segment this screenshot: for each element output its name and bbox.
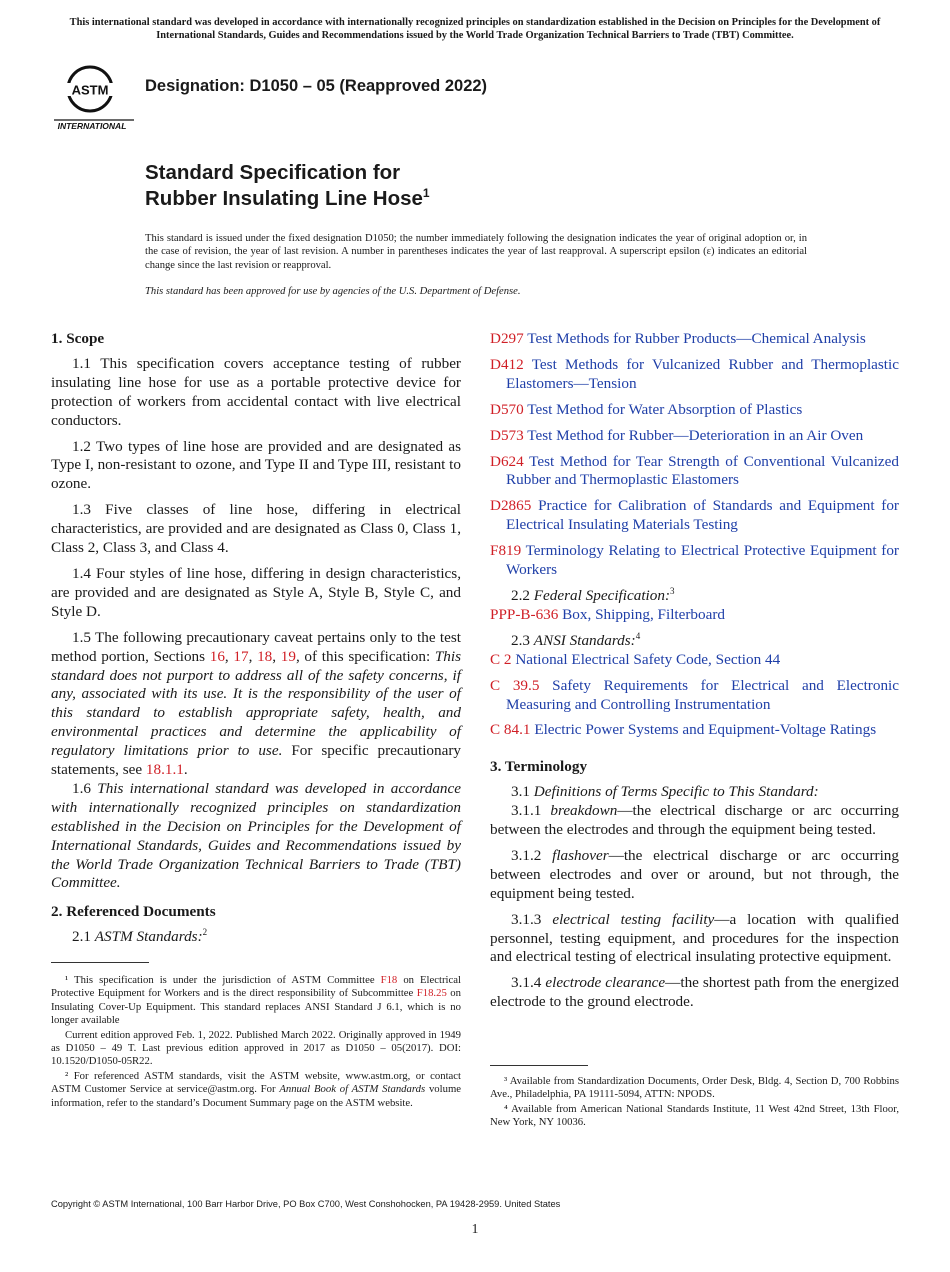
para-1-5-text-b: , of this specification: [295,647,435,665]
para-2-1-label: ASTM Standards: [94,928,203,946]
footnote-rule-right [490,1065,588,1066]
link-section-19[interactable]: 19 [280,647,296,665]
section-heading-terminology: 3. Terminology [490,758,588,776]
astm-reference-d297[interactable] [490,330,899,349]
ansi-reference-c-2[interactable] [490,651,899,670]
para-2-3-num: 2.3 [511,631,534,649]
definition-text: —the electrical discharge or arc occurring between the electrodes and through the equipment being tested. [490,802,899,839]
astm-reference-d573[interactable] [490,427,899,446]
astm-reference-d570[interactable] [490,401,899,420]
link-section-16[interactable]: 16 [209,647,225,665]
footnotes-right [490,1075,899,1131]
link-section-17[interactable]: 17 [233,647,249,665]
title-line-2 [145,186,430,212]
dod-approval: This standard has been approved for use by agencies of the U.S. Department of Defense. [145,286,521,297]
definition-number: 3.1.2 [511,846,553,864]
para-2-3-label: ANSI Standards: [533,631,636,649]
reference-code[interactable]: D412 [490,355,524,373]
para-2-2-num: 2.2 [511,586,534,604]
right-column [490,330,899,1019]
reference-title[interactable]: National Electrical Safety Code, Section 44 [515,650,781,668]
reference-title[interactable]: Box, Shipping, Filterboard [562,605,726,623]
issued-statement: This standard is issued under the fixed designation D1050; the number immediately following the designation indicates the year of original adoption or, in the case of revision, the year of last revision. A number in parentheses indicates the year of last reapproval. A superscript epsilon (ε) indicates an editorial change since the last revision or reapproval. [145,233,807,271]
para-1-2: 1.2 Two types of line hose are provided and are designated as Type I, non-resistant to ozone, and Type II and Type III, resistant to ozone. [51,437,461,493]
definition-number: 3.1.4 [511,974,546,992]
reference-code[interactable]: D624 [490,452,524,470]
footnote-1-edition: Current edition approved Feb. 1, 2022. Published March 2022. Originally approved in 1949 as D1050 – 49 T. Last previous edition approved in 2017 as D1050 – 05(2017). DOI: 10.1520/D1050-05R22. [51,1028,461,1068]
footnote-1-text-c: on Insulating Cover-Up Equipment. This standard replaces ANSI Standard J 6.1, which is no longer available [51,987,461,1027]
para-1-3: 1.3 Five classes of line hose, differing in electrical characteristics, are provided and are designated as Class 0, Class 1, Class 2, Class 3, and Class 4. [51,501,461,557]
logo-letters: ASTM [71,82,109,98]
footnote-4: ⁴ Available from American National Standards Institute, 11 West 42nd Street, 13th Floor, New York, NY 10036. [490,1102,899,1129]
definition-term: electrode clearance [545,974,666,992]
para-1-5-text-c: For specific precautionary statements, see [51,742,461,779]
reference-title[interactable]: Test Method for Water Absorption of Plastics [527,400,803,418]
reference-title[interactable]: Terminology Relating to Electrical Protective Equipment for Workers [506,542,899,579]
link-18-1-1[interactable]: 18.1.1 [145,761,184,779]
astm-reference-d2865[interactable] [490,497,899,535]
para-3-1 [490,783,899,802]
para-2-1-num: 2.1 [72,928,95,946]
reference-code[interactable]: PPP-B-636 [490,605,559,623]
reference-title[interactable]: Safety Requirements for Electrical and Electronic Measuring and Controlling Instrumentation [506,676,900,713]
reference-code[interactable]: D573 [490,426,524,444]
reference-title[interactable]: Electric Power Systems and Equipment-Voltage Ratings [534,721,877,739]
left-column [51,330,461,954]
footnote-2-book: Annual Book of ASTM Standards [279,1083,426,1096]
footnote-2-text-a: ² For referenced ASTM standards, visit the ASTM website, www.astm.org, or contact ASTM Customer Service at service@astm.org. For [51,1069,461,1096]
definition-3-1-4 [490,974,899,1012]
section-heading-referenced-documents: 2. Referenced Documents [51,903,216,921]
footnote-marker-4[interactable]: 4 [635,630,641,641]
reference-code[interactable]: C 2 [490,650,512,668]
para-2-3 [490,632,899,651]
designation: Designation: D1050 – 05 (Reapproved 2022) [145,77,488,95]
definition-number: 3.1.3 [511,910,553,928]
title-line-1: Standard Specification for [145,161,401,184]
federal-reference-list [490,606,899,625]
definition-term: electrical testing facility [552,910,715,928]
ansi-reference-c-84-1[interactable] [490,721,899,740]
para-2-2-label: Federal Specification: [533,586,671,604]
definition-number: 3.1.1 [511,802,551,820]
definition-3-1-2 [490,847,899,904]
title-footnote-marker[interactable]: 1 [422,186,430,201]
title-text: Rubber Insulating Line Hose [145,187,423,210]
astm-reference-d412[interactable] [490,356,899,394]
footnote-1 [51,974,461,1028]
definition-text: —a location with qualified personnel, testing equipment, and procedures for the inspection and electrical testing of electrical insulating protective equipment. [490,910,899,966]
para-1-5: 1.5 The following precautionary caveat pertains only to the test method portion, Sections 16, 17, 18, 19, of this specification: This standard does not purport to address all of the safety concerns, if any, associated with its use. It is the responsibility of the user of this standard to establish appropriate safety, health, and environmental practices and determine the applicability of regulatory limitations prior to use. For specific precautionary statements, see 18.1.1. [51,628,462,779]
logo-org: INTERNATIONAL [57,121,127,131]
definition-term: flashover [552,846,609,864]
definition-3-1-1 [490,802,899,840]
section-heading-scope: 1. Scope [51,330,105,347]
reference-code[interactable]: C 39.5 [490,676,540,694]
footnote-2 [51,1070,461,1110]
reference-title[interactable]: Test Methods for Rubber Products—Chemical Analysis [527,330,866,347]
footnote-1-text-b: on Electrical Protective Equipment for Workers and is the direct responsibility of Subcommittee [51,974,461,1000]
para-1-4: 1.4 Four styles of line hose, differing in design characteristics, are provided and are designated as Style A, Style B, Style C, and Style D. [51,564,461,620]
astm-reference-d624[interactable] [490,453,899,491]
link-subcommittee-f18-25[interactable]: F18.25 [416,987,447,1000]
reference-code[interactable]: F819 [490,542,522,560]
link-section-18[interactable]: 18 [257,647,273,665]
footnote-3: ³ Available from Standardization Documents, Order Desk, Bldg. 4, Section D, 700 Robbins Ave., Philadelphia, PA 19111-5094, ATTN: NPODS. [490,1075,899,1101]
footnote-1-text-a: ¹ This specification is under the jurisdiction of ASTM Committee [65,974,381,986]
para-1-6-text: This international standard was developed in accordance with internationally recognized principles on standardization established in the Decision on Principles for the Development of International Standards, Guides and Recommendations issued by the World Trade Organization Technical Barriers to Trade (TBT) Committee. [51,779,462,892]
reference-code[interactable]: C 84.1 [490,721,531,739]
safety-caveat: This standard does not purport to address all of the safety concerns, if any, associated with its use. It is the responsibility of the user of this standard to establish appropriate safety, health, and environmental practices and determine the applicability of regulatory limitations prior to use. [51,647,462,760]
definition-term: breakdown [550,802,618,820]
astm-logo-icon [52,56,136,134]
link-committee-f18[interactable]: F18 [380,974,398,986]
definition-text: —the shortest path from the energized electrode to the ground electrode. [490,974,900,1011]
reference-code[interactable]: D2865 [490,497,532,515]
reference-title[interactable]: Test Method for Rubber—Deterioration in an Air Oven [527,426,864,444]
astm-reference-list [490,330,899,580]
reference-title[interactable]: Test Methods for Vulcanized Rubber and Thermoplastic Elastomers—Tension [506,355,899,392]
footnote-2-text-b: volume information, refer to the standard’s Document Summary page on the ASTM website. [51,1083,461,1109]
reference-code[interactable]: D570 [490,400,524,418]
federal-reference-ppp-b-636[interactable] [490,606,899,625]
page-number: 1 [471,1221,479,1236]
para-1-1: 1.1 This specification covers acceptance testing of rubber insulating line hose for use as a portable protective device for protection of workers from accidental contact with live electrical conductors. [51,354,461,429]
definition-text: —the electrical discharge or arc occurring between electrodes and over or around, but not through, the equipment being tested. [490,846,899,902]
astm-reference-f819[interactable] [490,542,899,580]
header-note: This international standard was developed in accordance with internationally recognized principles on standardization established in the Decision on Principles for the Development of International Standards, Guides and Recommendations issued by the World Trade Organization Technical Barriers to Trade (TBT) Committee. [69,17,881,41]
para-1-6-num: 1.6 [72,779,98,797]
definition-3-1-3 [490,911,899,968]
ansi-reference-list [490,651,899,741]
reference-title[interactable]: Practice for Calibration of Standards and Equipment for Electrical Insulating Materials Testing [506,497,899,534]
footnote-marker-2[interactable]: 2 [202,927,208,938]
para-1-6 [51,780,461,893]
para-2-2 [490,587,899,606]
ansi-reference-c-39-5[interactable] [490,677,899,715]
footnotes-left [51,974,461,1111]
para-3-1-label: Definitions of Terms Specific to This Standard: [533,783,819,801]
para-2-1 [51,928,461,947]
copyright-line: Copyright © ASTM International, 100 Barr Harbor Drive, PO Box C700, West Conshohocken, PA 19428-2959. United States [51,1199,561,1209]
para-3-1-num: 3.1 [511,783,534,801]
document-title [145,160,430,212]
footnote-rule-left [51,962,149,963]
para-1-5-period: . [183,761,188,779]
footnote-marker-3[interactable]: 3 [670,585,675,596]
reference-title[interactable]: Test Method for Tear Strength of Conventional Vulcanized Rubber and Thermoplastic Elastomers [506,452,900,489]
definition-list [490,802,899,1012]
reference-code[interactable]: D297 [490,330,524,347]
para-1-5-text: 1.5 The following precautionary caveat pertains only to the test method portion, Sections [51,628,461,665]
